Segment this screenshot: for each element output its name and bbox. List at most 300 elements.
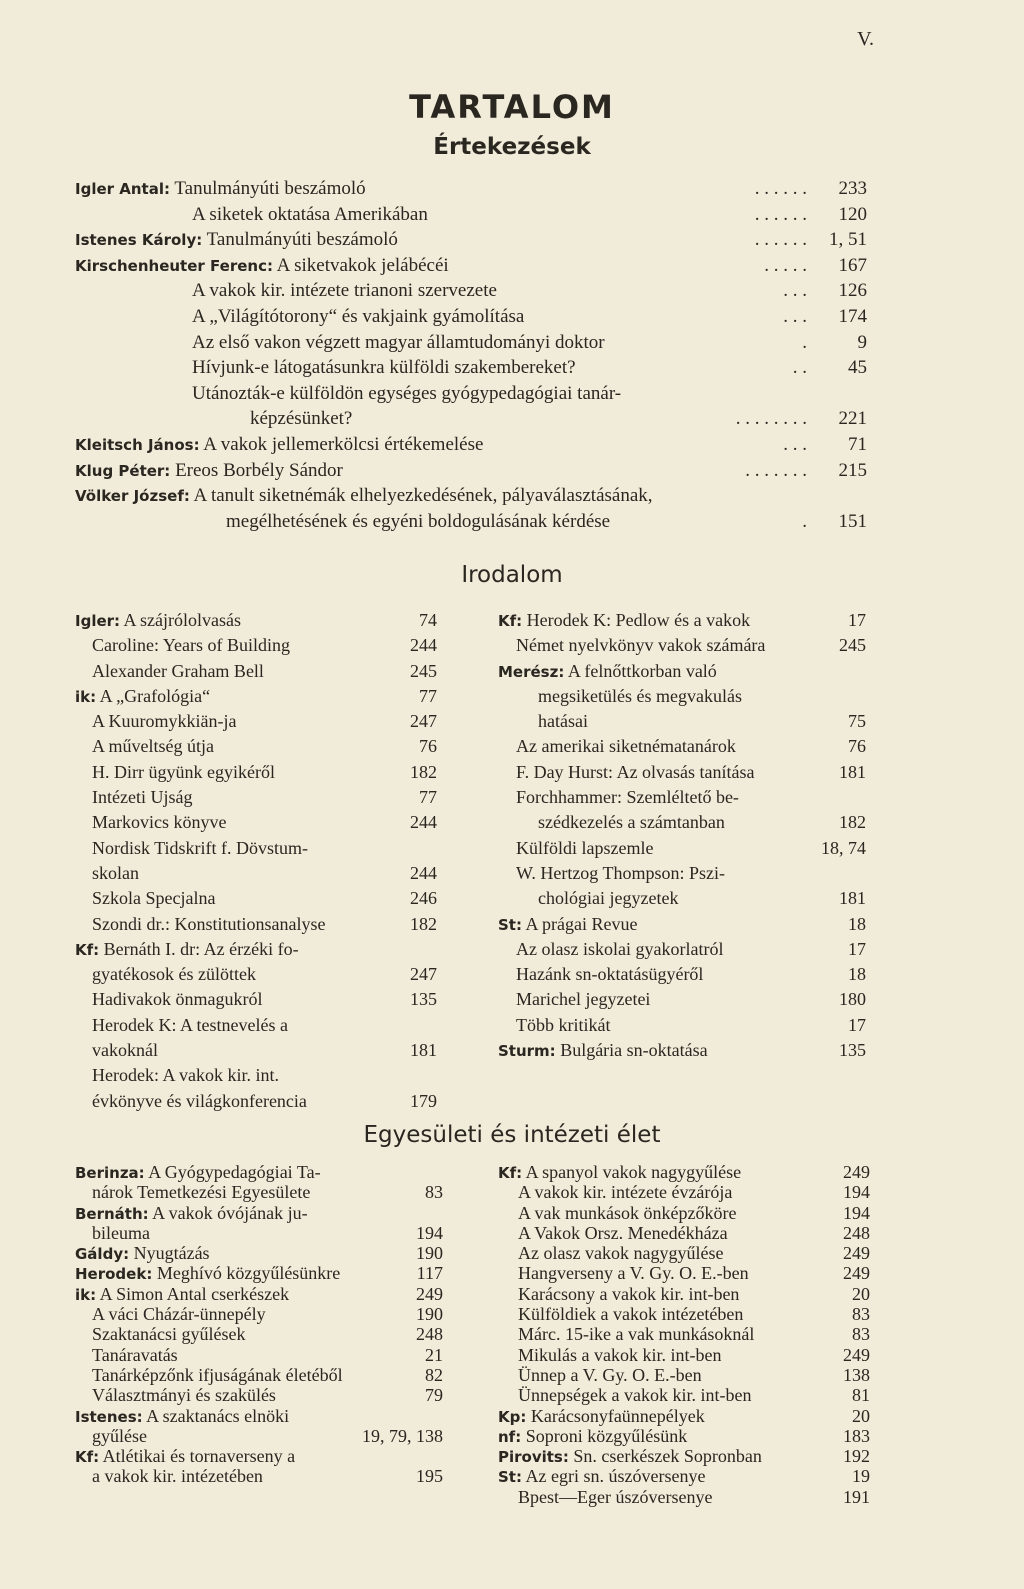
item-text	[92, 987, 262, 1012]
toc-entry	[75, 381, 867, 407]
item-page-number: 244	[410, 635, 437, 656]
item-page-number: 191	[843, 1486, 870, 1507]
section-heading-irodalom: Irodalom	[461, 562, 563, 588]
list-item	[75, 1406, 443, 1426]
item-text	[538, 886, 678, 911]
list-item	[498, 1203, 870, 1223]
item-title: Intézeti Ujság	[92, 787, 193, 808]
item-page-number: 249	[843, 1243, 870, 1264]
item-title: Hazánk sn-oktatásügyéről	[516, 964, 704, 985]
item-title: a vakok kir. intézetében	[92, 1466, 263, 1487]
item-title: Az olasz vakok nagygyűlése	[518, 1243, 724, 1264]
list-item	[75, 1324, 443, 1344]
item-author: Kf:	[498, 612, 523, 630]
list-item	[498, 836, 866, 861]
leader-dots: . . .	[783, 433, 807, 455]
item-text	[516, 734, 736, 759]
item-text	[498, 1466, 705, 1487]
toc-title: képzésünket?	[250, 408, 353, 430]
item-text	[518, 1304, 743, 1324]
item-title: Mikulás a vakok kir. int-ben	[518, 1344, 722, 1365]
item-text	[92, 1385, 276, 1405]
toc-entry-text	[75, 176, 366, 203]
item-title: Ünnepségek a vakok kir. int-ben	[518, 1385, 752, 1406]
item-text	[498, 1406, 705, 1427]
leader-dots: .	[802, 510, 807, 532]
item-title: F. Day Hurst: Az olvasás tanítása	[516, 761, 755, 782]
list-item	[498, 912, 866, 937]
toc-author: Istenes Károly:	[75, 231, 203, 250]
toc-title: A vakok jellemerkölcsi értékemelése	[203, 433, 484, 455]
item-text	[498, 659, 717, 685]
item-title: Az olasz iskolai gyakorlatról	[516, 938, 724, 959]
list-item	[75, 1162, 443, 1182]
item-page-number: 117	[416, 1263, 443, 1284]
list-item	[498, 734, 866, 759]
item-author: St:	[498, 1468, 522, 1487]
item-page-number: 135	[839, 1040, 866, 1061]
toc-page-number: 221	[838, 408, 867, 430]
item-title: A Vakok Orsz. Menedékháza	[518, 1222, 728, 1243]
item-page-number: 247	[410, 964, 437, 985]
item-title: Bernáth I. dr: Az érzéki fo-	[103, 938, 299, 959]
list-item	[75, 1182, 443, 1202]
item-title: Az amerikai siketnématanárok	[516, 736, 736, 757]
list-item	[75, 1223, 443, 1243]
item-title: Herodek: A vakok kir. int.	[92, 1065, 279, 1086]
item-text	[92, 836, 308, 861]
item-text	[92, 1089, 307, 1114]
item-page-number: 20	[852, 1405, 870, 1426]
item-text	[92, 886, 215, 911]
list-item	[498, 1013, 866, 1038]
item-text	[498, 912, 637, 938]
toc-title: Utánozták-e külföldön egységes gyógypedagógiai tanár-	[192, 382, 622, 404]
item-page-number: 245	[410, 660, 437, 681]
item-text	[538, 684, 742, 709]
item-author: ik:	[75, 687, 97, 706]
toc-entry	[75, 432, 867, 458]
item-text	[516, 760, 755, 785]
list-item	[75, 760, 437, 785]
item-text	[92, 785, 192, 810]
list-item	[75, 659, 437, 684]
item-title: A spanyol vakok nagygyűlése	[525, 1162, 742, 1182]
item-author: Merész:	[498, 662, 565, 681]
item-title: Márc. 15-ike a vak munkásoknál	[518, 1324, 755, 1345]
list-item	[75, 1263, 443, 1283]
list-item	[75, 1466, 443, 1486]
item-page-number: 246	[410, 888, 437, 909]
list-item	[498, 1284, 870, 1304]
toc-title: Hívjunk-e látogatásunkra külföldi szakembereket?	[192, 357, 576, 379]
item-text	[92, 760, 275, 785]
item-title: Karácsonyfaünnepélyek	[530, 1405, 705, 1426]
item-author: Bernáth:	[75, 1204, 149, 1223]
item-title: hatásai	[538, 711, 588, 732]
item-page-number: 18, 74	[821, 837, 866, 858]
toc-entry	[75, 278, 867, 304]
toc-entry-text	[75, 253, 449, 280]
item-title: A felnőttkorban való	[567, 660, 717, 681]
toc-entry	[75, 176, 867, 202]
item-title: gyűlése	[92, 1425, 147, 1446]
item-text	[92, 1466, 263, 1486]
leader-dots: . . .	[783, 305, 807, 327]
item-title: A műveltség útja	[92, 736, 214, 757]
toc-author: Völker József:	[75, 487, 190, 506]
item-text	[518, 1182, 732, 1202]
toc-title: A siketvakok jelábécéi	[276, 254, 449, 276]
item-title: H. Dirr ügyünk egyikéről	[92, 761, 275, 782]
toc-entry	[75, 483, 867, 509]
list-item	[498, 1446, 870, 1466]
item-title: Bpest—Eger úszóversenye	[518, 1486, 713, 1507]
item-title: Szkola Specjalna	[92, 888, 216, 909]
toc-page-number: 9	[857, 331, 867, 353]
item-author: Kf:	[498, 1164, 523, 1182]
list-item	[75, 1089, 437, 1114]
item-text	[516, 987, 650, 1012]
item-page-number: 83	[852, 1324, 870, 1345]
item-text	[75, 684, 210, 710]
item-text	[75, 1406, 289, 1427]
toc-title: A vakok kir. intézete trianoni szervezete	[192, 280, 497, 302]
list-item	[498, 1345, 870, 1365]
toc-entry-text	[75, 458, 343, 485]
item-page-number: 20	[852, 1283, 870, 1304]
item-text	[516, 1013, 610, 1038]
item-page-number: 17	[848, 938, 866, 959]
leader-dots: .	[802, 331, 807, 353]
item-page-number: 77	[419, 787, 437, 808]
item-page-number: 18	[848, 913, 866, 934]
item-page-number: 244	[410, 862, 437, 883]
list-item	[75, 709, 437, 734]
item-title: A vakok óvójának ju-	[152, 1202, 308, 1223]
item-title: Bulgária sn-oktatása	[560, 1040, 708, 1061]
item-text	[75, 608, 241, 634]
item-text	[92, 1345, 178, 1365]
list-item	[75, 1063, 437, 1088]
item-title: Forchhammer: Szemléltető be-	[516, 787, 739, 808]
item-page-number: 248	[843, 1222, 870, 1243]
item-text	[92, 810, 226, 835]
item-text	[498, 1426, 687, 1447]
item-author: Berinza:	[75, 1164, 145, 1182]
item-title: A vakok kir. intézete évzárója	[518, 1182, 733, 1203]
list-item	[75, 1203, 443, 1223]
irodalom-left-column	[75, 608, 437, 1114]
item-text	[75, 937, 299, 963]
item-title: évkönyve és világkonferencia	[92, 1090, 307, 1111]
item-text	[92, 659, 264, 684]
item-page-number: 249	[416, 1283, 443, 1304]
toc-entry-text	[192, 330, 605, 356]
item-author: Kf:	[75, 940, 100, 959]
item-title: Atlétikai és tornaverseny a	[102, 1446, 296, 1467]
item-page-number: 194	[843, 1202, 870, 1223]
list-item	[498, 709, 866, 734]
item-text	[92, 734, 214, 759]
item-author: Igler:	[75, 612, 121, 630]
item-text	[92, 1038, 158, 1063]
item-title: Herodek K: Pedlow és a vakok	[526, 610, 751, 630]
list-item	[75, 684, 437, 709]
item-title: Karácsony a vakok kir. int-ben	[518, 1283, 740, 1304]
list-item	[75, 912, 437, 937]
item-author: nf:	[498, 1427, 522, 1446]
list-item	[498, 1385, 870, 1405]
item-page-number: 190	[416, 1243, 443, 1264]
leader-dots: . . . . . .	[754, 178, 807, 199]
list-item	[75, 861, 437, 886]
irodalom-right-column	[498, 608, 866, 1063]
item-title: gyatékosok és zülöttek	[92, 964, 256, 985]
item-page-number: 249	[843, 1344, 870, 1365]
item-page-number: 180	[839, 989, 866, 1010]
toc-entry	[75, 355, 867, 381]
item-text	[498, 1038, 708, 1064]
toc-entry-text	[192, 355, 576, 381]
item-text	[92, 962, 256, 987]
list-item	[75, 1446, 443, 1466]
item-title: Caroline: Years of Building	[92, 635, 290, 656]
list-item	[498, 1243, 870, 1263]
list-item	[498, 633, 866, 658]
item-page-number: 194	[416, 1222, 443, 1243]
item-text	[516, 962, 703, 987]
toc-page-number: 45	[848, 357, 867, 379]
item-text	[92, 709, 236, 734]
toc-entry-text	[250, 406, 352, 432]
toc-page-number: 174	[838, 305, 867, 327]
item-title: Herodek K: A testnevelés a	[92, 1014, 288, 1035]
leader-dots: . .	[792, 357, 807, 379]
list-item	[498, 1406, 870, 1426]
toc-title: A siketek oktatása Amerikában	[192, 203, 428, 225]
list-item	[75, 785, 437, 810]
toc-entry-text	[226, 509, 610, 535]
list-item	[498, 1324, 870, 1344]
item-text	[92, 861, 139, 886]
item-title: Szaktanácsi gyűlések	[92, 1324, 246, 1345]
item-text	[516, 633, 765, 658]
item-title: Német nyelvkönyv vakok számára	[516, 635, 766, 656]
item-page-number: 249	[843, 1162, 870, 1182]
item-text	[92, 1304, 266, 1324]
list-item	[498, 886, 866, 911]
item-title: Választmányi és szakülés	[92, 1385, 276, 1406]
item-page-number: 79	[425, 1385, 443, 1406]
item-author: Sturm:	[498, 1042, 556, 1061]
item-page-number: 181	[410, 1040, 437, 1061]
list-item	[498, 1162, 870, 1182]
item-title: Marichel jegyzetei	[516, 989, 651, 1010]
toc-title: Ereos Borbély Sándor	[175, 459, 343, 481]
toc-entry	[75, 253, 867, 279]
list-item	[75, 1013, 437, 1038]
list-item	[75, 1365, 443, 1385]
item-page-number: 19, 79, 138	[362, 1425, 443, 1446]
item-text	[518, 1243, 723, 1263]
item-page-number: 76	[419, 736, 437, 757]
item-text	[75, 1243, 210, 1264]
item-text	[538, 709, 588, 734]
page-number: V.	[857, 28, 874, 50]
section-heading-ertekezesek: Értekezések	[433, 134, 591, 160]
list-item	[498, 861, 866, 886]
list-item	[75, 987, 437, 1012]
item-title: Alexander Graham Bell	[92, 660, 264, 681]
item-text	[518, 1365, 702, 1385]
item-text	[498, 608, 750, 634]
list-item	[75, 1304, 443, 1324]
list-item	[498, 1223, 870, 1243]
item-page-number: 21	[425, 1344, 443, 1365]
list-item	[498, 937, 866, 962]
item-page-number: 17	[848, 1014, 866, 1035]
toc-entry-text	[75, 432, 483, 459]
toc-title: Tanulmányúti beszámoló	[174, 178, 366, 199]
item-title: A Gyógypedagógiai Ta-	[148, 1162, 321, 1182]
item-text	[75, 1446, 295, 1467]
item-page-number: 83	[852, 1304, 870, 1325]
item-title: bileuma	[92, 1222, 150, 1243]
toc-list	[75, 176, 867, 534]
item-page-number: 75	[848, 711, 866, 732]
list-item	[498, 1304, 870, 1324]
item-text	[92, 1365, 343, 1385]
item-text	[498, 1162, 741, 1183]
page-title: TARTALOM	[409, 88, 615, 126]
item-text	[516, 861, 725, 886]
item-title: chológiai jegyzetek	[538, 888, 679, 909]
item-page-number: 19	[852, 1466, 870, 1487]
toc-author: Igler Antal:	[75, 180, 170, 198]
item-text	[518, 1345, 721, 1365]
leader-dots: . . . . . .	[754, 229, 807, 251]
item-page-number: 245	[839, 635, 866, 656]
list-item	[498, 1182, 870, 1202]
list-item	[75, 1345, 443, 1365]
item-page-number: 249	[843, 1263, 870, 1284]
item-author: Herodek:	[75, 1265, 153, 1284]
item-page-number: 83	[425, 1182, 443, 1203]
list-item	[75, 836, 437, 861]
item-text	[516, 836, 653, 861]
item-title: A Kuuromykkiän-ja	[92, 711, 237, 732]
item-title: Markovics könyve	[92, 812, 227, 833]
item-author: Pirovits:	[498, 1448, 569, 1467]
list-item	[498, 962, 866, 987]
toc-author: Kleitsch János:	[75, 435, 200, 454]
item-text	[75, 1203, 308, 1224]
toc-title: Az első vakon végzett magyar államtudományi doktor	[192, 331, 605, 353]
list-item	[75, 1284, 443, 1304]
toc-page-number: 120	[838, 203, 867, 225]
list-item	[498, 987, 866, 1012]
item-text	[92, 1223, 150, 1243]
leader-dots: . . .	[783, 280, 807, 302]
item-title: A szájrólolvasás	[123, 610, 242, 630]
item-page-number: 181	[839, 761, 866, 782]
list-item	[75, 962, 437, 987]
item-title: W. Hertzog Thompson: Pszi-	[516, 862, 725, 883]
item-title: skolan	[92, 862, 139, 883]
toc-entry	[75, 202, 867, 228]
item-title: Tanárképzőnk ifjuságának életéből	[92, 1364, 343, 1385]
item-text	[538, 810, 725, 835]
item-title: Ünnep a V. Gy. O. E.-ben	[518, 1364, 702, 1385]
toc-page-number: 233	[838, 178, 867, 199]
item-page-number: 135	[410, 989, 437, 1010]
item-page-number: 182	[839, 812, 866, 833]
list-item	[498, 810, 866, 835]
item-text	[518, 1324, 754, 1344]
item-page-number: 179	[410, 1090, 437, 1111]
toc-page-number: 71	[848, 433, 867, 455]
item-title: Hadivakok önmagukról	[92, 989, 263, 1010]
item-page-number: 181	[839, 888, 866, 909]
item-title: A vak munkások önképzőköre	[518, 1202, 737, 1223]
list-item	[75, 608, 437, 633]
item-title: Külföldiek a vakok intézetében	[518, 1304, 744, 1325]
item-text	[518, 1203, 736, 1223]
item-page-number: 247	[410, 711, 437, 732]
item-author: ik:	[75, 1285, 97, 1304]
toc-page-number: 167	[838, 254, 867, 276]
item-text	[92, 1324, 245, 1344]
toc-entry	[75, 227, 867, 253]
section-heading-egyesuleti: Egyesületi és intézeti élet	[363, 1122, 661, 1148]
item-text	[518, 1487, 712, 1507]
item-text	[92, 1426, 147, 1446]
list-item	[75, 810, 437, 835]
item-text	[518, 1284, 739, 1304]
item-text	[92, 1063, 279, 1088]
item-page-number: 76	[848, 736, 866, 757]
item-title: Sn. cserkészek Sopronban	[573, 1446, 762, 1467]
list-item	[498, 684, 866, 709]
list-item	[75, 1038, 437, 1063]
item-page-number: 190	[416, 1304, 443, 1325]
item-page-number: 194	[843, 1182, 870, 1203]
item-page-number: 82	[425, 1364, 443, 1385]
list-item	[75, 734, 437, 759]
leader-dots: . . . . . . .	[745, 459, 807, 481]
item-title: nárok Temetkezési Egyesülete	[92, 1182, 311, 1203]
item-page-number: 182	[410, 913, 437, 934]
toc-entry	[75, 304, 867, 330]
list-item	[498, 659, 866, 684]
item-title: Nordisk Tidskrift f. Dövstum-	[92, 837, 309, 858]
item-page-number: 192	[843, 1446, 870, 1467]
toc-entry-text	[75, 483, 653, 510]
item-page-number: 77	[419, 685, 437, 706]
list-item	[75, 1243, 443, 1263]
item-text	[498, 1446, 762, 1467]
item-title: A „Grafológia“	[99, 685, 211, 706]
toc-entry	[75, 509, 867, 535]
item-text	[516, 937, 723, 962]
item-author: Kf:	[75, 1448, 100, 1467]
toc-author: Kirschenheuter Ferenc:	[75, 256, 273, 275]
toc-entry	[75, 458, 867, 484]
item-text	[518, 1385, 751, 1405]
list-item	[75, 633, 437, 658]
item-page-number: 17	[848, 610, 866, 630]
